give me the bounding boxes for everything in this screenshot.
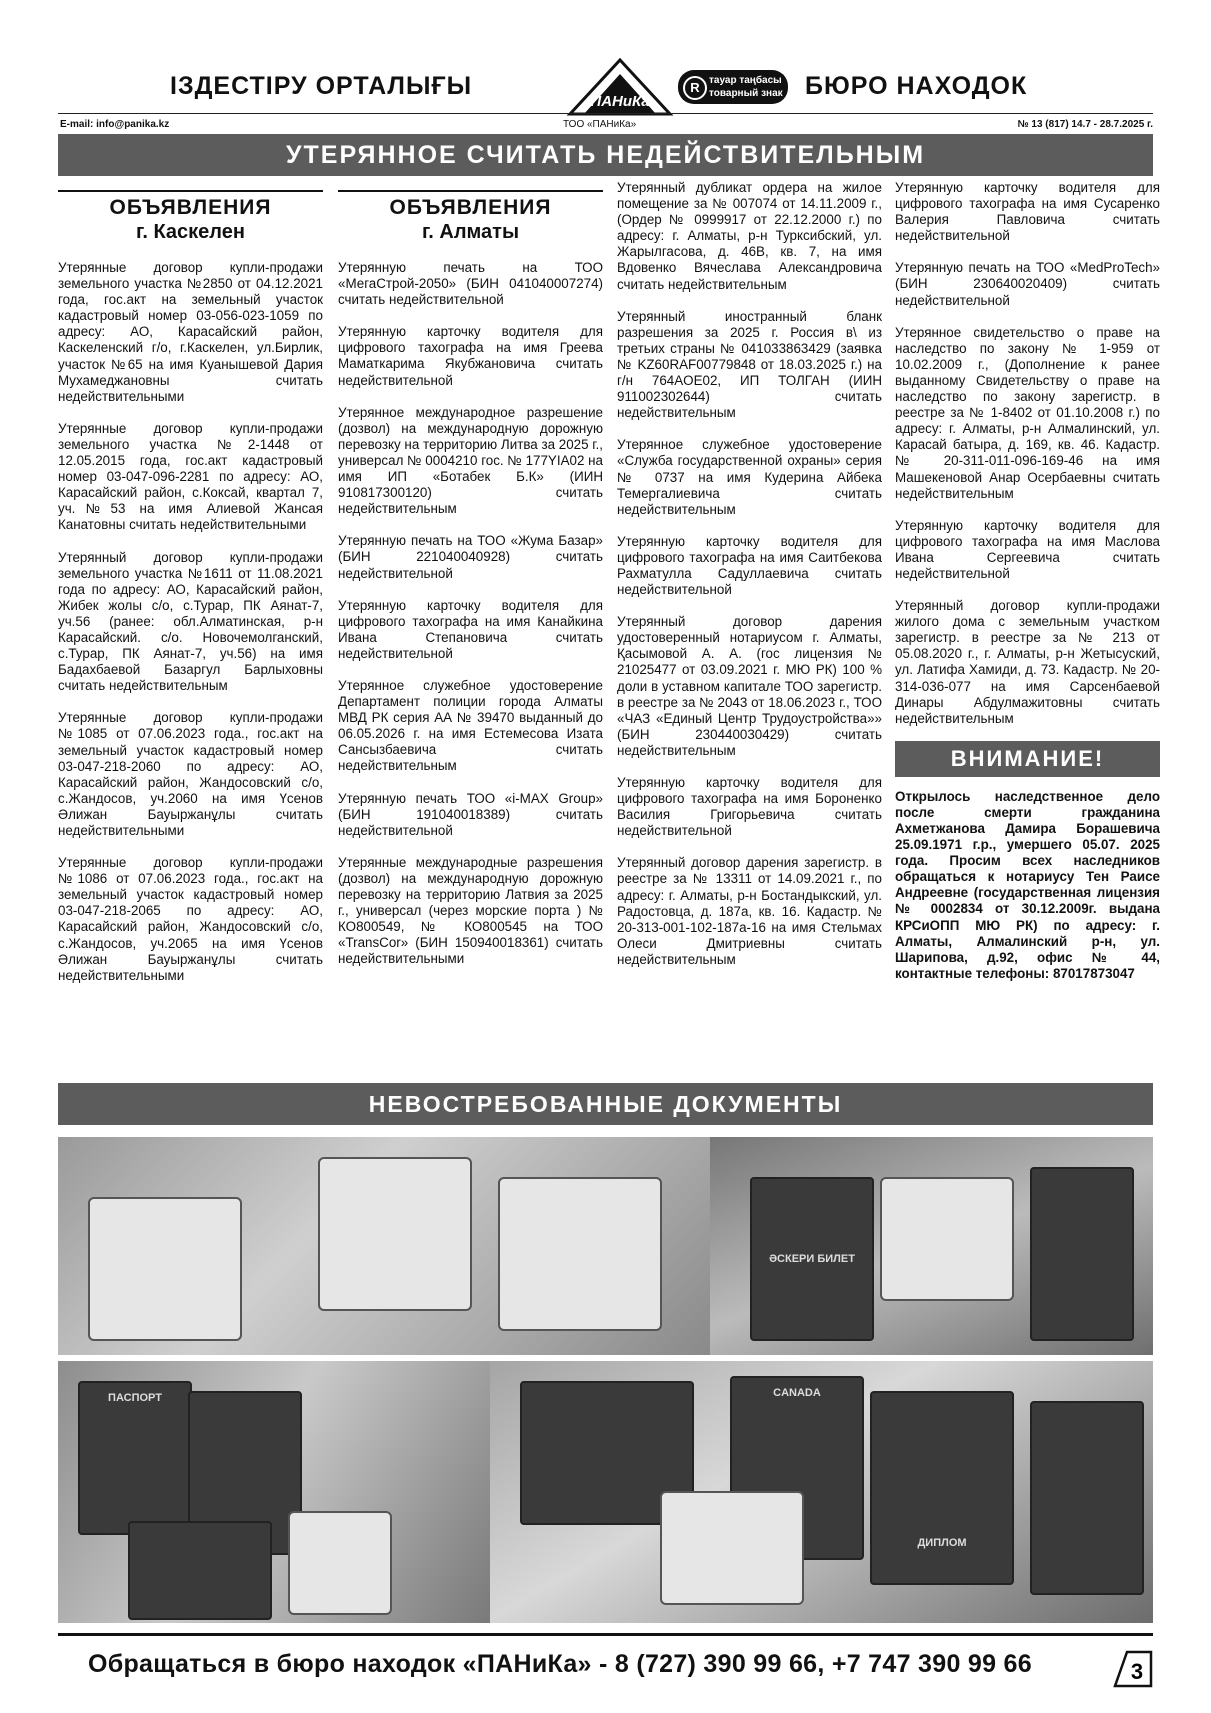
panika-logo: [560, 56, 680, 118]
document-image: [880, 1177, 1014, 1301]
diploma-image: ДИПЛОМ: [870, 1391, 1014, 1585]
military-ticket-image: ӘСКЕРИ БИЛЕТ: [750, 1177, 874, 1341]
email: E-mail: info@panika.kz: [60, 119, 170, 130]
logo-text: ПАНиКа: [590, 93, 650, 110]
document-image: [1030, 1167, 1134, 1341]
ad-item: Утерянную печать на ТОО «МегаСтрой-2050» (БИН 041040007274) считать недействительной: [338, 260, 603, 308]
photo-mixed-documents: [490, 1361, 1153, 1623]
ad-item: Утерянный договор купли-продажи земельного участка №1611 от 11.08.2021 года по адресу: АО, Карасайский район, Жибек жолы с/о, с.Турар, ПК Аянат-7, уч.56 (ранее: обл.Алматинская, р-н Карасайский. с/о. Новочемолганский, с.Турар, ПК Аянат-7, уч.56) на имя Бадахбаевой Базаргул Барлыховны считать недействительным: [58, 549, 323, 694]
ad-item: Утерянную печать ТОО «i-MAX Group» (БИН 191040018389) считать недействительной: [338, 790, 603, 838]
heading-city: г. Алматы: [421, 221, 520, 243]
id-card-image: [88, 1197, 242, 1341]
ad-item: Утерянные договор купли-продажи №1085 от 07.06.2023 года., гос.акт на земельный участок кадастровый номер 03-047-218-2060 по адресу: АО, Карасайский район, Жандосовский с/о, с.Жандосов, уч.2060 на имя Үсенов Әлижан Бауыржанұлы считать недействительными: [58, 710, 323, 838]
attention-banner: ВНИМАНИЕ!: [895, 741, 1160, 777]
ad-item: Утерянный договор дарения зарегистр. в реестре за № 13311 от 14.09.2021 г., по адресу: г. Алматы, р-н Бостандыкский, ул. Радостовца, д. 187а, кв. 16. Кадастр. № 20-313-001-102-187а-16 на имя Стельмах Олеси Дмитриевны считать недействительным: [617, 855, 882, 967]
ad-item: Утерянную карточку водителя для цифрового тахографа на имя Бороненко Василия Григорьевича считать недействительной: [617, 775, 882, 839]
column-four: [895, 180, 1160, 998]
ad-item: Утерянную печать на ТОО «MedProTech» (БИН 230640020409) считать недействительной: [895, 260, 1160, 308]
ad-item: Утерянную карточку водителя для цифрового тахографа на имя Сусаренко Валерия Павловича считать недействительной: [895, 180, 1160, 244]
photo-passports: [58, 1361, 490, 1623]
id-card-image: [288, 1511, 392, 1615]
ad-item: Утерянные договор купли-продажи земельного участка №2-1448 от 12.05.2015 года, гос.акт кадастровый номер 03-047-096-2281 по адресу: АО, Карасайский район, с.Коксай, квартал 7, уч.№53 на имя Алиевой Жансая Канатовны считать недействительными: [58, 420, 323, 533]
ad-item: Утерянное международное разрешение (дозвол) на международную дорожную перевозку на территорию Литва за 2025 г., универсал № 0004210 гос. № 177YIA02 на имя ИП «Ботабек Б.К» (ИИН 910817300120) считать недействительным: [338, 404, 603, 517]
company-name: ТОО «ПАНиКа»: [563, 119, 637, 130]
registered-icon: R: [683, 76, 707, 100]
photo-military-tickets: [710, 1137, 1153, 1355]
footer-rule: [58, 1633, 1153, 1636]
photo-id-cards: [58, 1137, 710, 1355]
heading-label: ОБЪЯВЛЕНИЯ: [389, 196, 552, 219]
column-almaty: [338, 190, 603, 983]
canada-passport-image: CANADA: [730, 1376, 864, 1560]
ad-item: Утерянный иностранный бланк разрешения за 2025 г. Россия в\ из третьих страны № 041033863429 (заявка № KZ60RAF00779848 от 18.03.2025 г.) на г/н 764AOE02, ИП ТОЛГАН (ИИН 911002302644) считать недействительным: [617, 308, 882, 421]
footer-contact: Обращаться в бюро находок «ПАНиКа» - 8 (727) 390 99 66, +7 747 390 99 66: [88, 1650, 1032, 1678]
ad-item: Утерянную печать на ТОО «Жума Базар» (БИН 221040040928) считать недействительной: [338, 533, 603, 581]
main-banner: УТЕРЯННОЕ СЧИТАТЬ НЕДЕЙСТВИТЕЛЬНЫМ: [58, 134, 1153, 176]
id-card-image: [318, 1157, 472, 1311]
ad-item: Утерянный договор дарения удостоверенный нотариусом г. Алматы, Қасымовой А. А. (гос лицензия № 21025477 от 03.09.2021 г. МЮ РК) 100 % доли в уставном капитале ТОО зарегистр. в реестре за № 2043 от 18.06.2023 г., ТОО «ЧАЗ «Единый Центр Трудоустройства»» (БИН 230440030429) считать недействительным: [617, 614, 882, 758]
trademark-line2: товарный знак: [709, 88, 783, 99]
passport-image: ПАСПОРТ: [78, 1381, 192, 1535]
attention-text: Открылось наследственное дело после смерти гражданина Ахметжанова Дамира Борашевича 25.09.1971 г.р., умершего 05.07. 2025 года. Просим всех наследников обращаться к нотариусу Тен Раисе Андреевне (государственная лицензия № 0002834 от 30.12.2009г. выдана КРСиОПП МЮ РК) по адресу: г. Алматы, Алмалинский р-н, ул. Шарипова, д.92, офис № 44, контактные телефоны: 87017873047: [895, 788, 1160, 981]
ad-item: Утерянный договор купли-продажи жилого дома с земельным участком зарегистр. в реестре за № 213 от 05.08.2020 г., г. Алматы, р-н Жетысуский, ул. Латифа Хамиди, д. 73. Кадастр. № 20-314-036-077 на имя Сарсенбаевой Динары Абдулмажитовны считать недействительным: [895, 598, 1160, 726]
trademark-badge: [678, 70, 788, 104]
column-three: [617, 180, 882, 984]
military-ticket-image: [1030, 1401, 1144, 1595]
heading-city: г. Каскелен: [136, 221, 245, 243]
id-card-image: [660, 1491, 804, 1605]
column-heading: [58, 190, 323, 244]
column-heading: [338, 190, 603, 244]
ad-item: Утерянные договор купли-продажи №1086 от 07.06.2023 года., гос.акт на земельный участок кадастровый номер 03-047-218-2065 по адресу: АО, Карасайский район, Жандосовский с/о, с.Жандосов, уч.2065 на имя Үсенов Әлижан Бауыржанұлы считать недействительными: [58, 855, 323, 983]
header-rule: [58, 113, 1153, 114]
issue-number: № 13 (817) 14.7 - 28.7.2025 г.: [1017, 119, 1153, 130]
ad-item: Утерянную карточку водителя для цифрового тахографа на имя Маслова Ивана Сергеевича считать недействительной: [895, 517, 1160, 581]
ad-item: Утерянное служебное удостоверение «Служба государственной охраны» серия № 0737 на имя Кудерина Айбека Темергалиевича считать недействительным: [617, 437, 882, 517]
ad-item: Утерянные международные разрешения (дозвол) на международную дорожную перевозку на территорию Латвия за 2025 г., универсал (через морские порта ) № КО800549, № КО800545 на ТОО «TransCor» (БИН 150940018361) считать недействительными: [338, 854, 603, 967]
id-card-image: [498, 1177, 662, 1331]
ad-item: Утерянный дубликат ордера на жилое помещение за № 007074 от 14.11.2009 г., (Ордер № 0999917 от 22.12.2000 г.) по адресу: г. Алматы, р-н Турксибский, ул. Жарылгасова, д. 46В, кв. 7, на имя Вдовенко Вячеслава Александровича считать недействительным: [617, 180, 882, 292]
ad-item: Утерянное свидетельство о праве на наследство по закону № 1-959 от 10.02.2009 г., (Дополнение к ранее выданному Свидетельству о праве на наследство по закону зарегистр. в реестре за № 1-8402 от 01.10.2008 г.) по адресу: г. Алматы, р-н Алмалинский, ул. Карасай батыра, д. 169, кв. 46. Кадастр. № 20-311-011-096-169-46 на имя Машекеновой Анар Осербаевны считать недействительным: [895, 324, 1160, 501]
military-ticket-image: [128, 1521, 272, 1620]
ad-item: Утерянные договор купли-продажи земельного участка №2850 от 04.12.2021 года, гос.акт на земельный участок кадастровый номер 03-056-023-1059 по адресу: АО, Карасайский район, Каскеленский г/о, г.Каскелен, ул.Бирлик, участок №65 на имя Куанышевой Дария Мухамеджановны считать недействительными: [58, 260, 323, 404]
column-kaskelen: [58, 190, 323, 1000]
ad-item: Утерянную карточку водителя для цифрового тахографа на имя Греева Маматкарима Якубжановича считать недействительной: [338, 324, 603, 388]
ad-item: Утерянную карточку водителя для цифрового тахографа на имя Саитбекова Рахматулла Садуллаевича считать недействительной: [617, 533, 882, 598]
ad-item: Утерянное служебное удостоверение Департамент полиции города Алматы МВД РК серия АА № 39470 выданный до 06.05.2026 г. на имя Естемесова Изата Сансызбаевича считать недействительным: [338, 677, 603, 774]
trademark-line1: тауар таңбасы: [709, 75, 782, 86]
page-number-badge: [1113, 1650, 1153, 1688]
page-number: 3: [1130, 1659, 1144, 1684]
docs-banner: НЕВОСТРЕБОВАННЫЕ ДОКУМЕНТЫ: [58, 1083, 1153, 1125]
header-right-title: БЮРО НАХОДОК: [805, 72, 1028, 100]
ad-item: Утерянную карточку водителя для цифрового тахографа на имя Канайкина Ивана Степановича считать недействительной: [338, 597, 603, 661]
heading-label: ОБЪЯВЛЕНИЯ: [109, 196, 272, 219]
header-left-title: ІЗДЕСТІРУ ОРТАЛЫҒЫ: [170, 72, 473, 100]
